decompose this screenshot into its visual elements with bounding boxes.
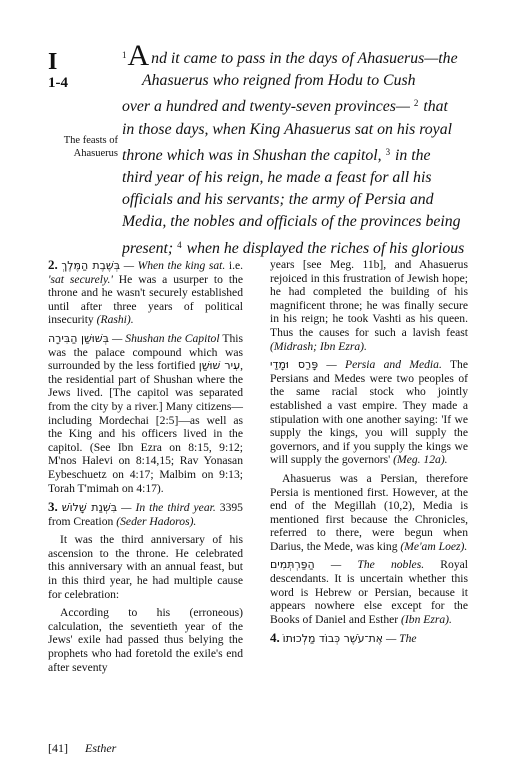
verse-line-text: third year of his reign, he made a feast for all his: [122, 169, 432, 187]
commentary-paragraph: [48, 500, 243, 528]
verse-line-text: in the: [395, 146, 431, 164]
verse-line-text: that: [423, 98, 448, 116]
margin-note: The feasts of Ahasuerus: [63, 135, 118, 159]
verse-line: [122, 141, 482, 167]
verse-line-text: throne which was in Shushan the capitol,: [122, 146, 386, 164]
verse-line-text: in those days, when King Ahasuerus sat on his royal: [122, 120, 452, 138]
commentary-text: years [see Meg. 11b], and Ahasuerus rejoiced in this frustration of Jewish hope; he had completed the building of his magnificent throne; he was finally secure in his reign; he took Vashti as his queen. Thus the causes for such a lavish feast: [270, 258, 468, 339]
commentary-paragraph: It was the third anniversary of his ascension to the throne. He celebrated this anniversary with an annual feast, but in this third year, he had multiple cause for celebration:: [48, 533, 243, 601]
commentary-italic: 'sat securely.': [48, 272, 113, 286]
verse-line: [122, 211, 482, 233]
verse-line-text: nd it came to pass in the days of Ahasuerus—the: [151, 50, 458, 67]
commentary-paragraph: According to his (erroneous) calculation, the seventieth year of the Jews' exile had passed thus belying the prophets who had foretold the exile's end after seventy: [48, 606, 243, 674]
verse-line-text: Ahasuerus who reigned from Hodu to Cush: [142, 72, 416, 90]
commentary-paragraph: [48, 258, 243, 327]
verse-line: [122, 167, 482, 189]
verse-number: 4: [177, 239, 182, 250]
hebrew-term: עִיר שׁוּשַׁן: [198, 359, 241, 373]
source-citation: (Rashi).: [96, 313, 134, 327]
page-footer: [48, 741, 116, 756]
commentary-paragraph: [270, 631, 468, 646]
commentary-left-column: [48, 258, 243, 679]
commentary-text: Royal descendants. It is uncertain whether this word is Hebrew or Persian, because it appears nowhere else except for the Books of Daniel and Esther: [270, 558, 468, 626]
chapter-number: I: [48, 49, 58, 75]
hebrew-lemma: אֶת־עֹשֶׁר כְּבוֹד מַלְכוּתוֹ: [282, 632, 384, 646]
verse-line-text: Media, the nobles and officials of the provinces being: [122, 213, 461, 231]
verse-line-text: officials and his servants; the army of Persia and: [122, 191, 434, 209]
lemma-translation: — When the king sat.: [123, 259, 226, 272]
source-citation: (Me'am Loez).: [400, 539, 468, 553]
lemma-translation: — In the third year.: [121, 501, 216, 515]
commentary-text: The Persians and Medes were two peoples of the same racial stock who jointly established a vast empire. They made a stipulation with one another saying: 'If we supply the kings, you will supply the governors, and if you supply the kings we will supply the governors': [270, 358, 468, 467]
hebrew-lemma: הַפַּרְתְּמִים: [270, 558, 315, 572]
drop-cap: A: [127, 44, 150, 71]
commentary-text: Ahasuerus was a Persian, therefore Persia is mentioned first. However, at the end of the Megillah (10,2), Media is mentioned first because the Chronicles, referred to there, were begun when Darius, the Mede, was king: [270, 471, 468, 553]
verse-line: [122, 189, 482, 211]
verse-number: 3: [385, 146, 391, 157]
source-citation: (Meg. 12a).: [393, 453, 448, 467]
verse-number: 1: [122, 50, 127, 60]
commentary-paragraph: [270, 258, 468, 353]
lemma-translation: — The: [385, 632, 417, 646]
lemma-translation: — The nobles.: [330, 558, 425, 572]
source-citation: (Midrash; Ibn Ezra).: [270, 339, 367, 353]
verse-range: 1-4: [48, 75, 68, 91]
commentary-paragraph: [48, 332, 243, 495]
commentary-right-column: [270, 258, 468, 651]
commentary-text: 3395 from Creation: [48, 501, 243, 528]
commentary-paragraph: [270, 558, 468, 626]
hebrew-lemma: בְּשֶׁבֶת הַמֶּלֶךְ: [61, 259, 121, 272]
commentary-paragraph: [270, 358, 468, 467]
page-number: [41]: [48, 741, 68, 755]
verse-line: [122, 92, 482, 118]
verse-line: [122, 234, 482, 260]
commentary-text: i.e.: [225, 259, 244, 272]
commentary-text: He was a usurper to the throne and he wasn't securely established until after three years of political insecurity: [48, 272, 243, 327]
source-citation: (Seder Hadoros).: [116, 514, 197, 528]
verse-ref: 2.: [48, 257, 58, 272]
verse-line: [122, 44, 482, 70]
verse-line: [122, 119, 482, 141]
verse-ref: 3.: [48, 499, 58, 515]
commentary-text: , the residential part of Shushan where the Jews lived. [The capitol was separated from the city by a river.] Many citizens—including Mordechai [2:5]—as well as the King and his officers lived in the capitol. (See Ibn Ezra on 8:15, 9:12; M'nos Halevi on 8:14,15; Rav Yonasan Eybeschuetz on 4:17; Malbim on 9:13; Torah T'mimah on 4:17).: [48, 359, 243, 495]
verse-line: [122, 70, 482, 92]
commentary-paragraph: [270, 472, 468, 554]
verse-text: [122, 44, 482, 260]
hebrew-lemma: פָּרַס וּמָדַי: [270, 358, 319, 372]
commentary-text: This was the palace compound which was surrounded by the less fortified: [48, 331, 243, 373]
verse-line-text: when he displayed the riches of his glorious: [186, 239, 465, 257]
verse-ref: 4.: [270, 630, 280, 646]
lemma-translation: — Persia and Media.: [326, 358, 442, 372]
hebrew-lemma: בִּשְׁנַת שָׁלוֹשׁ: [61, 501, 118, 515]
source-citation: (Ibn Ezra).: [401, 612, 452, 626]
lemma-translation: — Shushan the Capitol: [111, 331, 220, 345]
hebrew-lemma: בְּשׁוּשַׁן הַבִּירָה: [48, 331, 109, 345]
verse-line-text: over a hundred and twenty-seven provinces—: [122, 98, 414, 116]
verse-number: 2: [413, 98, 419, 109]
book-title: Esther: [85, 741, 117, 755]
verse-line-text: present;: [122, 239, 178, 257]
